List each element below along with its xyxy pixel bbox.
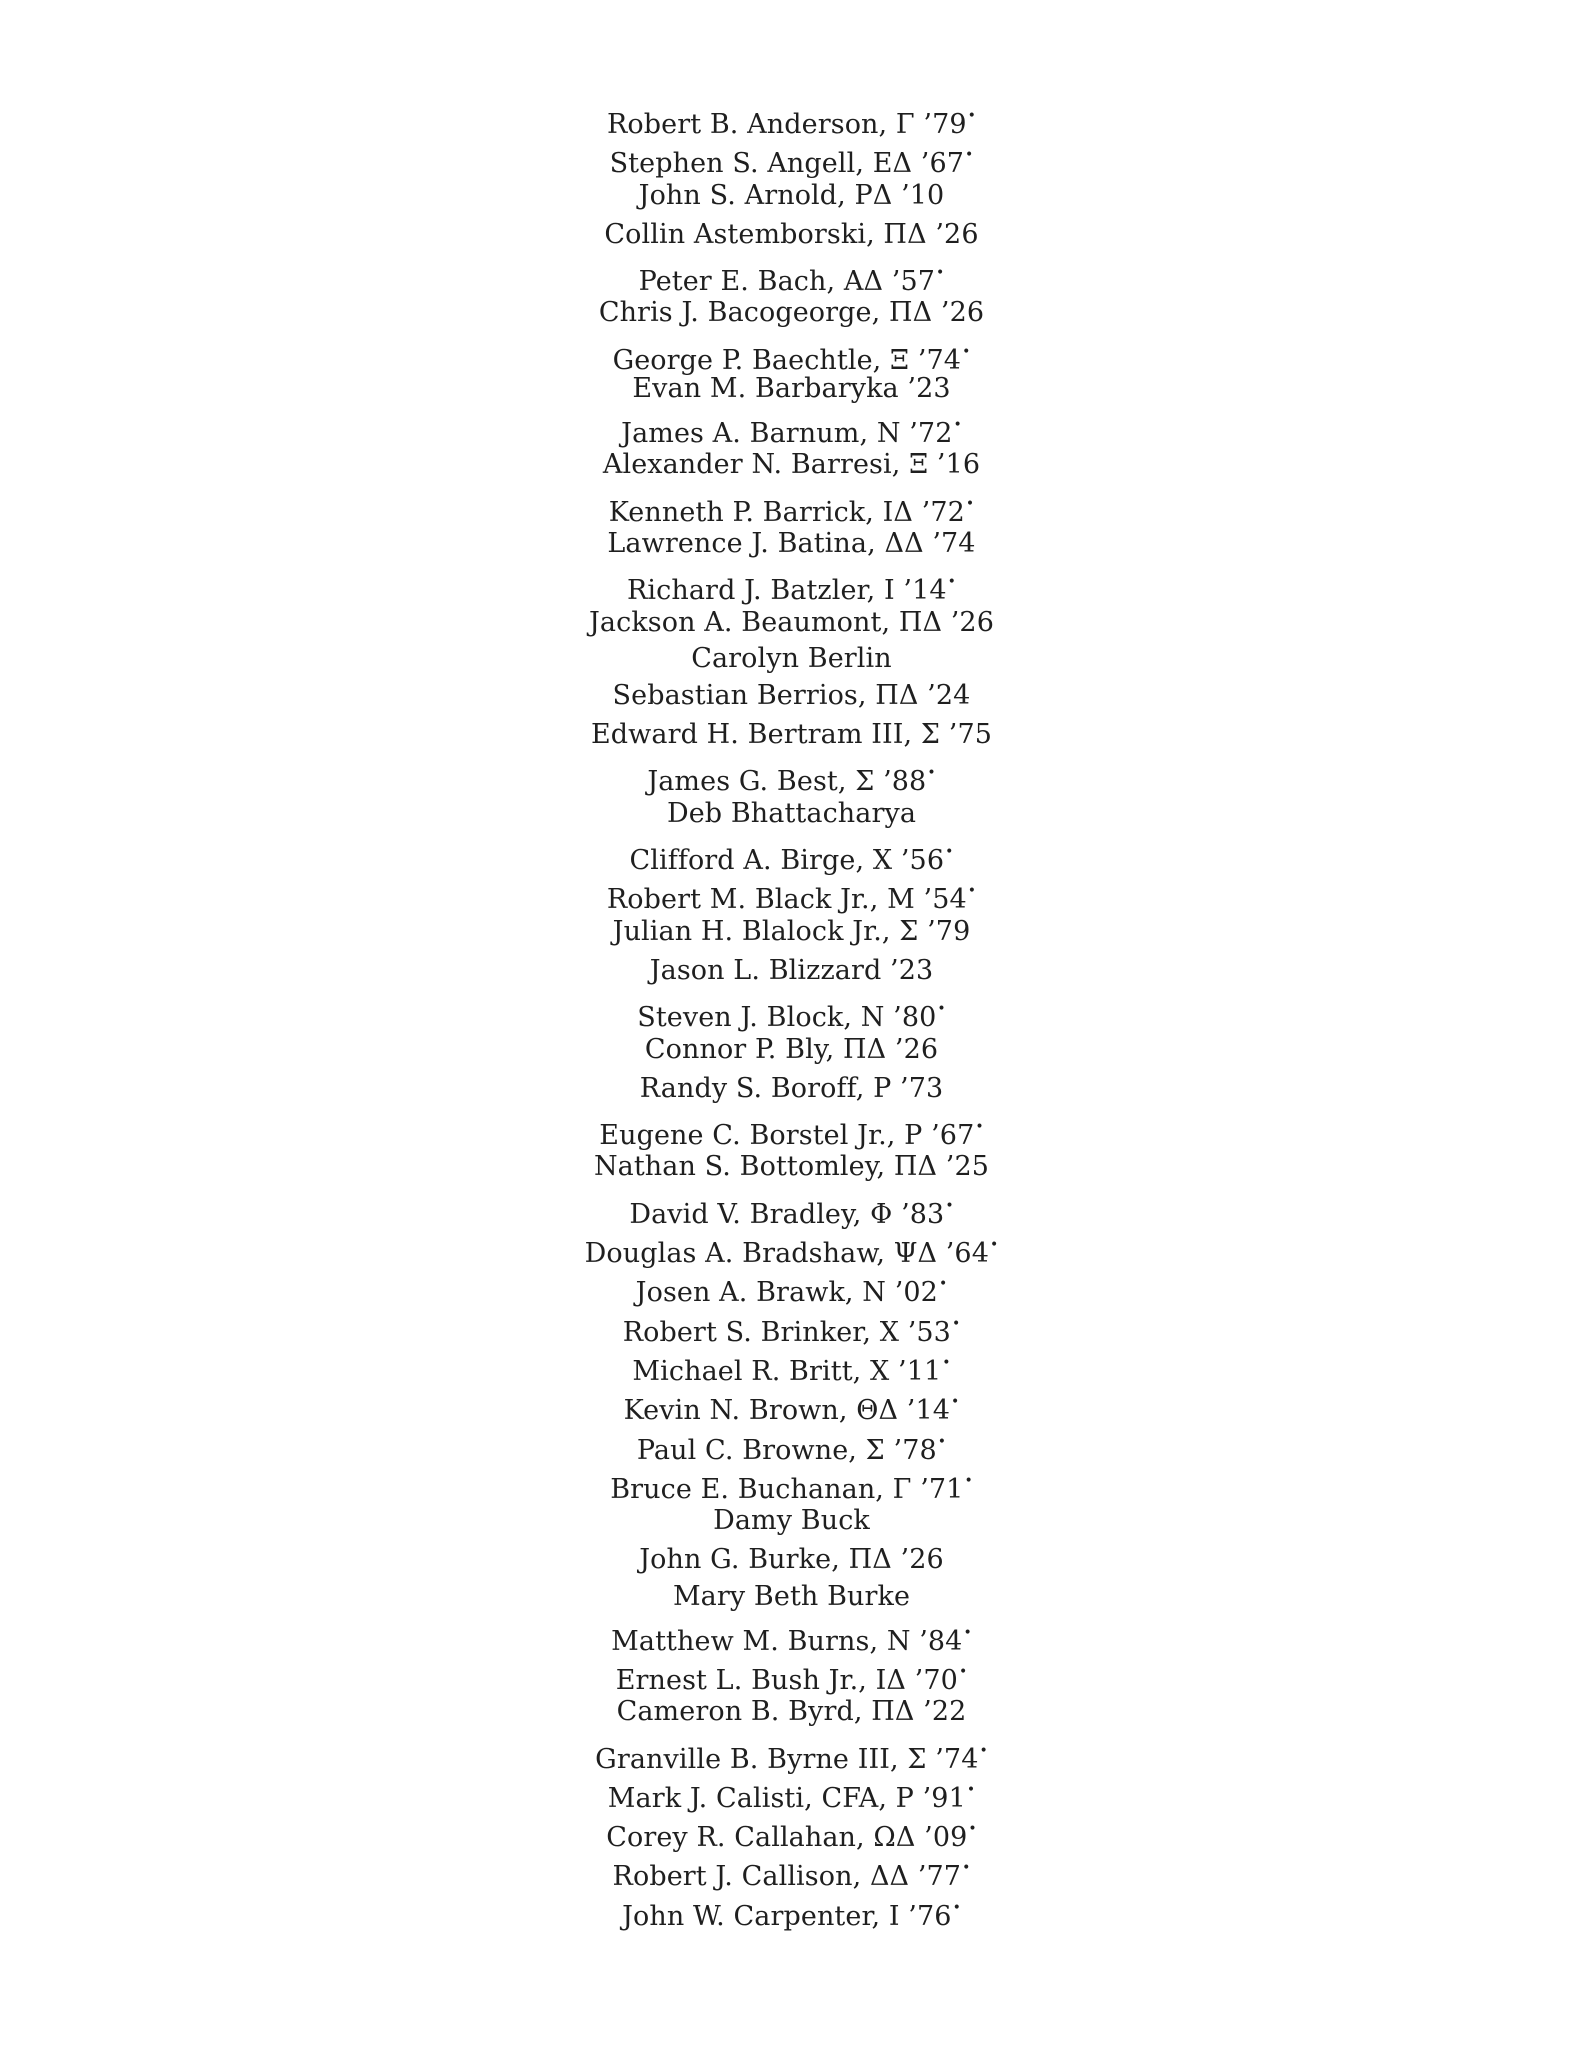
donor-marker: • xyxy=(937,1001,946,1018)
donor-name: James A. Barnum, N ’72 xyxy=(621,418,953,450)
donor-name: Connor P. Bly, ΠΔ ’26 xyxy=(644,1033,939,1065)
donor-name: Richard J. Batzler, I ’14 xyxy=(626,575,947,607)
donor-name: Granville B. Byrne III, Σ ’74 xyxy=(595,1743,979,1775)
donor-entry xyxy=(0,833,1583,877)
donor-entry xyxy=(0,872,1583,916)
donor-entry xyxy=(0,485,1583,528)
donor-name: Deb Bhattacharya xyxy=(666,797,917,829)
donor-name: Julian H. Blalock Jr., Σ ’79 xyxy=(612,915,971,947)
donor-marker: • xyxy=(953,417,962,434)
donor-marker: • xyxy=(967,883,977,900)
donor-entry xyxy=(0,1423,1583,1466)
donor-marker: • xyxy=(963,1624,972,1641)
donor-name: Peter E. Bach, AΔ ’57 xyxy=(638,266,935,298)
donor-entry xyxy=(0,990,1583,1034)
donor-entry xyxy=(0,603,1583,642)
donor-entry xyxy=(0,1030,1583,1069)
donor-name: Bruce E. Buchanan, Γ ’71 xyxy=(610,1473,964,1505)
donor-name: Ernest L. Bush Jr., IΔ ’70 xyxy=(615,1664,958,1696)
donor-name: Josen A. Brawk, N ’02 xyxy=(635,1277,938,1309)
donor-marker: • xyxy=(968,1821,977,1838)
donor-name: Cameron B. Byrd, ΠΔ ’22 xyxy=(616,1696,967,1728)
donor-entry xyxy=(0,1771,1583,1814)
donor-entry xyxy=(0,1849,1583,1893)
donor-entry xyxy=(0,1692,1583,1731)
donor-entry xyxy=(0,1226,1583,1270)
donor-marker: • xyxy=(938,1276,948,1293)
donor-marker: • xyxy=(958,1663,968,1680)
donor-name: Edward H. Bertram III, Σ ’75 xyxy=(590,719,993,751)
donor-entry xyxy=(0,1383,1583,1427)
donor-marker: • xyxy=(937,1433,947,1450)
donor-entry xyxy=(0,1187,1583,1230)
donor-marker: • xyxy=(990,1237,999,1254)
donor-name: Randy S. Boroff, P ’73 xyxy=(639,1072,944,1104)
donor-marker: • xyxy=(945,1197,954,1214)
donor-entry xyxy=(0,293,1583,332)
donor-entry xyxy=(0,1462,1583,1505)
donor-marker: • xyxy=(945,844,954,861)
donor-name: Robert J. Callison, ΔΔ ’77 xyxy=(612,1861,962,1893)
donor-entry xyxy=(0,1614,1583,1657)
donor-entry xyxy=(0,1580,1583,1614)
donor-entry xyxy=(0,406,1583,450)
donor-name: John W. Carpenter, I ’76 xyxy=(622,1900,952,1932)
donor-marker: • xyxy=(927,765,936,782)
donor-entry xyxy=(0,642,1583,676)
donor-name: John G. Burke, ΠΔ ’26 xyxy=(639,1544,944,1576)
donor-entry xyxy=(0,372,1583,406)
donor-name: Clifford A. Birge, X ’56 xyxy=(629,845,945,877)
donor-entry xyxy=(0,1344,1583,1387)
donor-marker: • xyxy=(936,265,945,282)
donor-entry xyxy=(0,754,1583,798)
donor-marker: • xyxy=(951,1394,960,1411)
donor-entry xyxy=(0,1305,1583,1348)
donor-name: David V. Bradley, Φ ’83 xyxy=(629,1198,945,1230)
donor-entry xyxy=(0,445,1583,484)
donor-entry xyxy=(0,1653,1583,1696)
donor-entry xyxy=(0,1069,1583,1108)
donor-marker: • xyxy=(942,1354,951,1371)
donor-name: Douglas A. Bradshaw, ΨΔ ’64 xyxy=(584,1238,989,1270)
donor-name: Matthew M. Burns, N ’84 xyxy=(611,1625,963,1657)
donor-name: John S. Arnold, PΔ ’10 xyxy=(638,179,945,211)
donor-name: Corey R. Callahan, ΩΔ ’09 xyxy=(606,1822,968,1854)
donor-name: Mary Beth Burke xyxy=(672,1580,911,1612)
donor-entry xyxy=(0,136,1583,180)
donor-name: Kenneth P. Barrick, IΔ ’72 xyxy=(608,496,965,528)
donor-entry xyxy=(0,563,1583,607)
donor-name: Robert M. Black Jr., M ’54 xyxy=(606,884,967,916)
donor-name: Mark J. Calisti, CFA, P ’91 xyxy=(607,1782,966,1814)
donor-entry xyxy=(0,1108,1583,1152)
donor-marker: • xyxy=(967,108,977,124)
donor-entry xyxy=(0,1147,1583,1186)
donor-entry xyxy=(0,333,1583,376)
donor-entry xyxy=(0,1889,1583,1932)
donor-name: Alexander N. Barresi, Ξ ’16 xyxy=(602,449,981,481)
donor-name: Collin Astemborski, ΠΔ ’26 xyxy=(604,218,979,250)
donor-name: George P. Baechtle, Ξ ’74 xyxy=(612,344,962,376)
donor-marker: • xyxy=(962,1860,971,1877)
donor-name: Chris J. Bacogeorge, ΠΔ ’26 xyxy=(598,297,985,329)
donor-entry xyxy=(0,1265,1583,1309)
donor-marker: • xyxy=(965,147,974,164)
donor-marker: • xyxy=(947,574,957,591)
donor-entry xyxy=(0,794,1583,833)
donor-entry xyxy=(0,97,1583,140)
donor-marker: • xyxy=(966,1781,976,1798)
donor-marker: • xyxy=(952,1899,961,1916)
donor-name: Evan M. Barbaryka ’23 xyxy=(632,373,951,405)
donor-entry xyxy=(0,1732,1583,1775)
donor-entry xyxy=(0,1810,1583,1854)
donor-name: Kevin N. Brown, ΘΔ ’14 xyxy=(623,1395,950,1427)
donor-name: Carolyn Berlin xyxy=(691,642,892,674)
donor-name: Robert S. Brinker, X ’53 xyxy=(622,1316,951,1348)
donor-name: Steven J. Block, N ’80 xyxy=(637,1002,937,1034)
donor-name: Michael R. Britt, X ’11 xyxy=(632,1355,942,1387)
donor-name: Paul C. Browne, Σ ’78 xyxy=(636,1434,937,1466)
donor-entry xyxy=(0,912,1583,951)
donor-name: Nathan S. Bottomley, ΠΔ ’25 xyxy=(593,1151,990,1183)
donor-marker: • xyxy=(964,1472,973,1489)
donor-entry xyxy=(0,1540,1583,1579)
donor-name: James G. Best, Σ ’88 xyxy=(647,766,927,798)
donor-marker: • xyxy=(975,1119,984,1136)
donor-entry xyxy=(0,951,1583,990)
donor-entry xyxy=(0,524,1583,563)
donor-entry xyxy=(0,715,1583,754)
donor-name: Stephen S. Angell, EΔ ’67 xyxy=(609,148,965,180)
donor-marker: • xyxy=(965,495,975,512)
donor-marker: • xyxy=(962,343,971,360)
donor-name: Sebastian Berrios, ΠΔ ’24 xyxy=(612,679,971,711)
donor-marker: • xyxy=(951,1315,961,1332)
donor-entry xyxy=(0,254,1583,298)
donor-name: Eugene C. Borstel Jr., P ’67 xyxy=(599,1120,975,1152)
donor-name: Jackson A. Beaumont, ΠΔ ’26 xyxy=(589,606,994,638)
donor-name: Lawrence J. Batina, ΔΔ ’74 xyxy=(607,527,976,559)
donor-entry xyxy=(0,1501,1583,1540)
donor-name: Robert B. Anderson, Γ ’79 xyxy=(606,109,967,140)
donor-name: Jason L. Blizzard ’23 xyxy=(649,954,934,986)
donor-entry xyxy=(0,215,1583,254)
donor-marker: • xyxy=(979,1742,988,1759)
donor-name: Damy Buck xyxy=(713,1505,870,1537)
donor-entry xyxy=(0,176,1583,215)
donor-entry xyxy=(0,676,1583,715)
donor-list xyxy=(0,97,1583,1932)
